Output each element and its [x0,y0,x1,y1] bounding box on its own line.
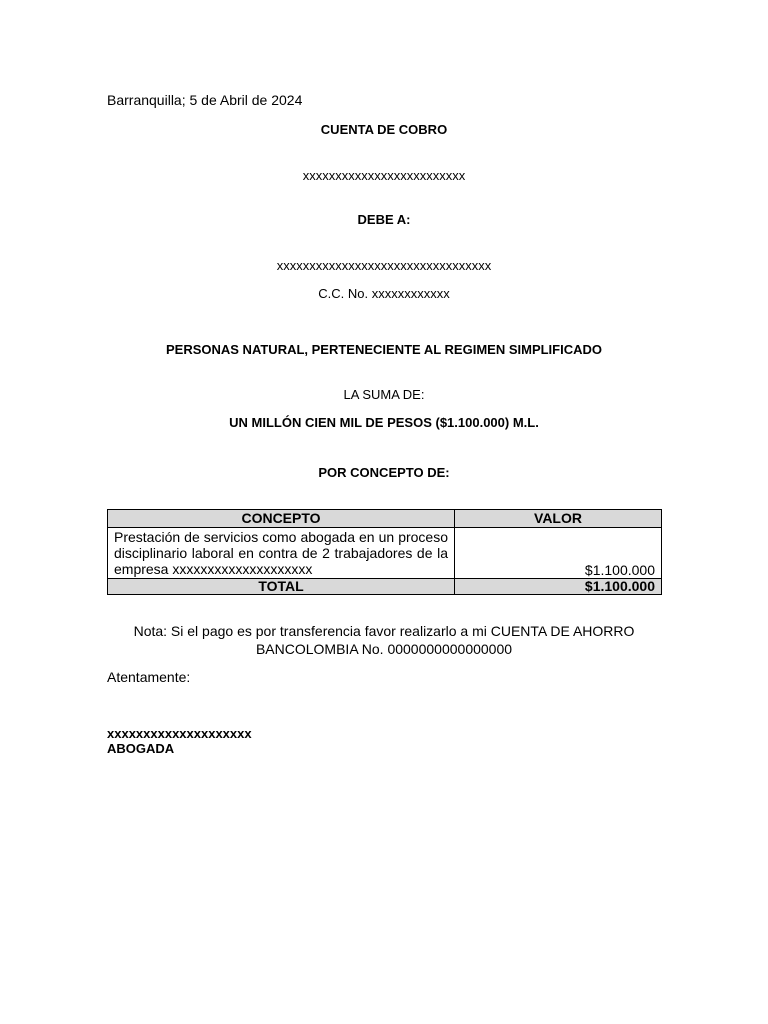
header-valor: VALOR [455,510,662,528]
total-label: TOTAL [108,579,455,595]
salutation: Atentamente: [107,669,191,685]
signer-name: xxxxxxxxxxxxxxxxxxxx [107,726,252,741]
concept-table [107,509,662,595]
table-header-row [108,510,662,528]
total-value: $1.100.000 [455,579,662,595]
debe-label: DEBE A: [357,212,411,227]
sum-label: LA SUMA DE: [343,387,425,402]
sum-amount-text: UN MILLÓN CIEN MIL DE PESOS ($1.100.000) M.L. [229,415,539,430]
note-line-1: Nota: Si el pago es por transferencia favor realizarlo a mi CUENTA DE AHORRO [133,623,635,639]
debtor-name: xxxxxxxxxxxxxxxxxxxxxxxxx [302,168,466,183]
regime-statement: PERSONAS NATURAL, PERTENECIENTE AL REGIMEN SIMPLIFICADO [165,342,602,357]
total-row [108,579,662,595]
place-date: Barranquilla; 5 de Abril de 2024 [107,92,303,108]
concept-label: POR CONCEPTO DE: [318,465,450,480]
signer-title: ABOGADA [107,741,175,756]
document-title: CUENTA DE COBRO [320,122,448,137]
header-concepto: CONCEPTO [108,510,455,528]
concept-value: $1.100.000 [455,528,662,579]
creditor-id: C.C. No. xxxxxxxxxxxx [318,286,450,301]
concept-description: Prestación de servicios como abogada en un proceso disciplinario laboral en contra de 2 trabajadores de la empresa xxxxxxxxxxxxxxxxxxxx [108,528,455,579]
note-line-2: BANCOLOMBIA No. 0000000000000000 [255,641,513,657]
creditor-name: xxxxxxxxxxxxxxxxxxxxxxxxxxxxxxxxx [276,258,492,273]
table-row [108,528,662,579]
